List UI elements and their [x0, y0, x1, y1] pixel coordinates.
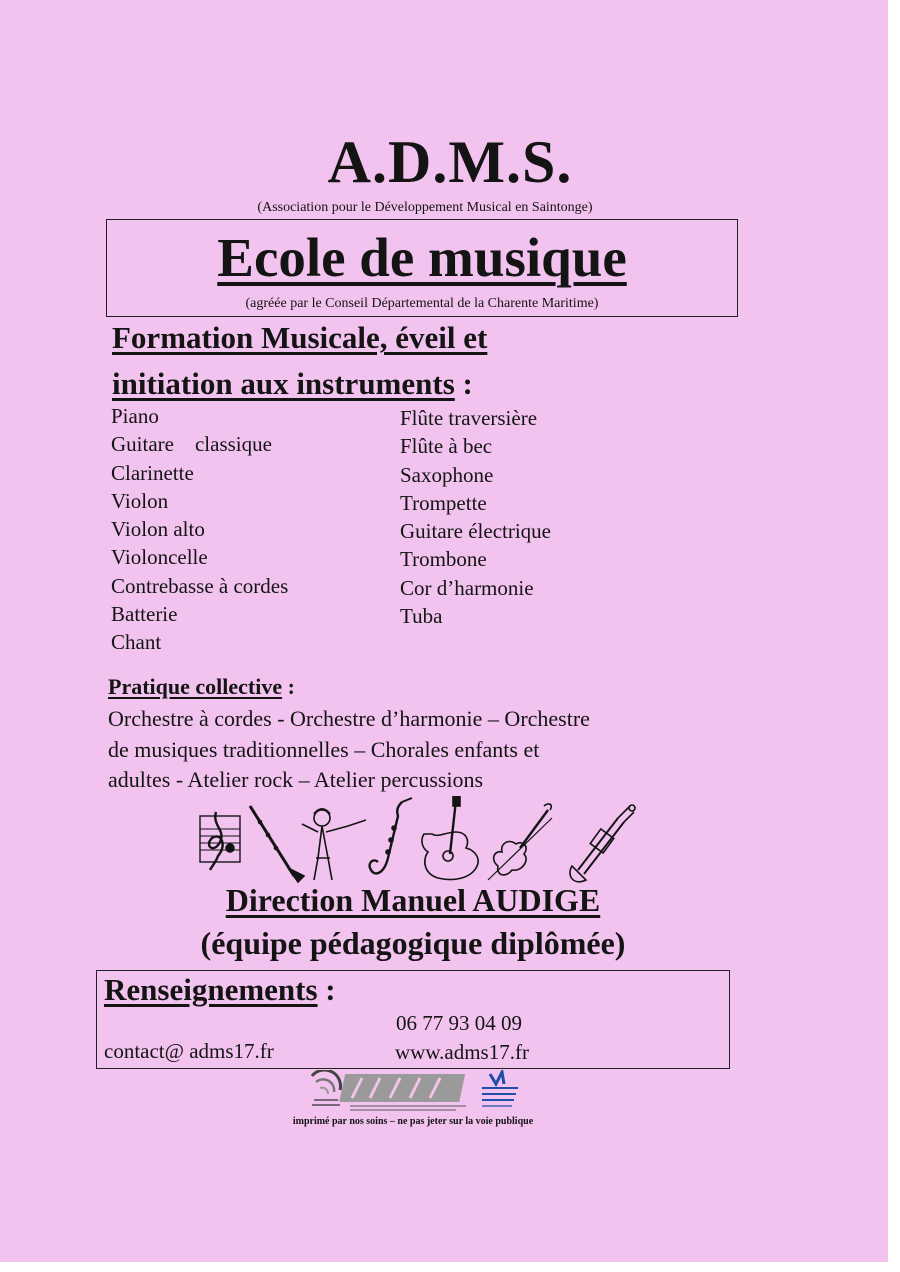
team-note: (équipe pédagogique diplômée): [200, 925, 626, 961]
school-title: Ecole de musique: [217, 227, 627, 288]
list-item: Chant: [111, 630, 162, 655]
list-item: Cor d’harmonie: [400, 575, 534, 600]
saxophone-icon: [370, 798, 412, 873]
list-item: Clarinette: [111, 460, 194, 485]
list-item: Piano: [111, 404, 159, 428]
list-item: Trompette: [400, 490, 487, 515]
footer-note: imprimé par nos soins – ne pas jeter sur la voie publique: [292, 1116, 534, 1127]
list-item: Violon: [111, 488, 169, 513]
list-item: Guitare classique: [111, 432, 272, 457]
formation-heading-line1: Formation Musicale, éveil et: [112, 320, 488, 355]
email-address: contact@ adms17.fr: [104, 1039, 274, 1063]
website-address: www.adms17.fr: [395, 1040, 529, 1064]
collective-line: de musiques traditionnelles – Chorales enfants et: [108, 736, 540, 762]
association-acronym: A.D.M.S.: [327, 129, 573, 195]
contact-heading: [104, 972, 336, 1008]
collective-description: [108, 704, 748, 796]
contact-heading-label: Renseignements: [104, 972, 318, 1007]
conductor-icon: [302, 809, 366, 880]
approval-note: (agréée par le Conseil Départemental de la Charente Maritime): [245, 296, 599, 311]
formation-heading-colon: :: [454, 366, 473, 401]
collective-heading-label: Pratique collective: [108, 674, 283, 699]
list-item: Guitare électrique: [400, 519, 551, 544]
collective-line: adultes - Atelier rock – Atelier percussions: [108, 767, 484, 792]
voix-de-saintonge-logo: [310, 1070, 342, 1110]
list-item: Batterie: [111, 602, 178, 627]
music-score-icon: [200, 812, 240, 870]
list-item: Flûte à bec: [400, 434, 493, 459]
violin-icon: [488, 804, 552, 880]
sponsor-logos: [306, 1070, 526, 1116]
list-item: Violon alto: [111, 517, 205, 542]
direction-line: [0, 882, 826, 919]
instruments-left-list: [111, 402, 288, 657]
clarinet-icon: [250, 806, 304, 882]
collective-heading-colon: :: [282, 674, 295, 699]
collective-line: Orchestre à cordes - Orchestre d’harmonie – Orchestre: [108, 706, 590, 731]
phone-number: 06 77 93 04 09: [396, 1011, 522, 1035]
collective-heading: [108, 674, 295, 700]
instruments-illustration: [198, 796, 638, 886]
list-item: Tuba: [400, 604, 443, 629]
direction-text: Direction Manuel AUDIGE: [225, 882, 601, 918]
list-item: Trombone: [400, 547, 487, 572]
list-item: Flûte traversière: [400, 406, 538, 430]
guitar-icon: [422, 796, 478, 880]
contact-heading-colon: :: [317, 972, 336, 1007]
formation-heading-line2-wrap: [112, 366, 473, 402]
assem17-logo: [339, 1074, 466, 1110]
formation-heading-line2: initiation aux instruments: [112, 366, 455, 401]
charente-maritime-logo: [482, 1072, 518, 1106]
association-name: (Association pour le Développement Musical en Saintonge): [257, 200, 593, 215]
trumpet-icon: [570, 805, 635, 882]
list-item: Violoncelle: [111, 545, 208, 570]
list-item: Saxophone: [400, 462, 494, 487]
instruments-right-list: [400, 404, 551, 630]
list-item: Contrebasse à cordes: [111, 573, 289, 598]
